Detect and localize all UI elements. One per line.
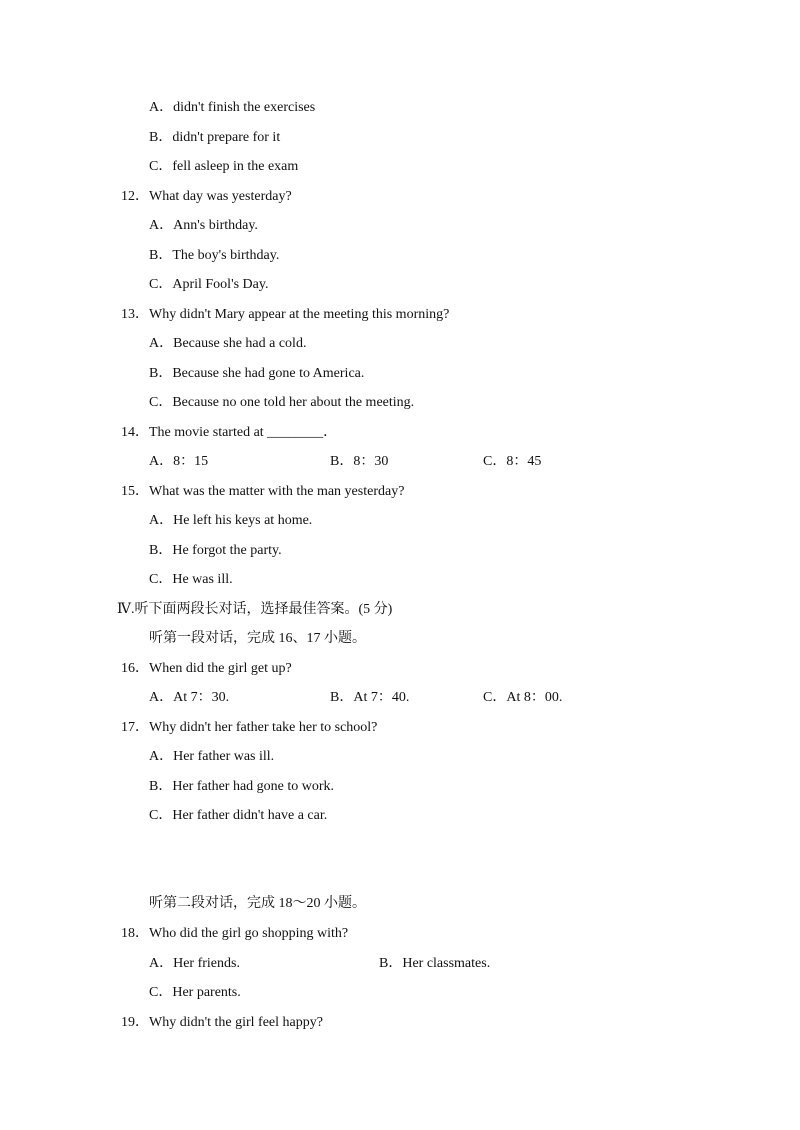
q16-question: 16．When did the girl get up? <box>121 661 292 676</box>
q18-option-c: C．Her parents. <box>149 985 241 1000</box>
q13-option-b: B．Because she had gone to America. <box>149 366 365 381</box>
q17-option-b: B．Her father had gone to work. <box>149 779 335 794</box>
q13-question: 13．Why didn't Mary appear at the meeting this morning? <box>121 307 450 322</box>
q14-question: 14．The movie started at ________． <box>121 425 338 440</box>
q17-question: 17．Why didn't her father take her to school? <box>121 720 378 735</box>
q14-option-a: A．8：15 <box>149 454 209 469</box>
q18-option-a: A．Her friends. <box>149 956 240 971</box>
q13-option-a: A．Because she had a cold. <box>149 336 307 351</box>
section-4-title: Ⅳ.听下面两段长对话，选择最佳答案。(5 分) <box>117 602 393 617</box>
q15-option-b: B．He forgot the party. <box>149 543 282 558</box>
q19-question: 19．Why didn't the girl feel happy? <box>121 1015 323 1030</box>
q12-option-a: A．Ann's birthday. <box>149 218 258 233</box>
q15-question: 15．What was the matter with the man yesterday? <box>121 484 405 499</box>
q16-option-a: A．At 7：30. <box>149 690 230 705</box>
q18-question: 18．Who did the girl go shopping with? <box>121 926 349 941</box>
q11-option-b: B．didn't prepare for it <box>149 130 281 145</box>
q17-option-a: A．Her father was ill. <box>149 749 275 764</box>
q16-option-c: C．At 8：00. <box>483 690 563 705</box>
q14-option-c: C．8：45 <box>483 454 542 469</box>
q18-option-b: B．Her classmates. <box>379 956 491 971</box>
q11-option-c: C．fell asleep in the exam <box>149 159 299 174</box>
q12-option-c: C．April Fool's Day. <box>149 277 269 292</box>
q12-question: 12．What day was yesterday? <box>121 189 292 204</box>
dialog-2-instruction: 听第二段对话，完成 18～20 小题。 <box>149 896 366 911</box>
q11-option-a: A．didn't finish the exercises <box>149 100 316 115</box>
q15-option-a: A．He left his keys at home. <box>149 513 313 528</box>
dialog-1-instruction: 听第一段对话，完成 16、17 小题。 <box>149 631 366 646</box>
q14-option-b: B．8：30 <box>330 454 389 469</box>
q15-option-c: C．He was ill. <box>149 572 233 587</box>
q12-option-b: B．The boy's birthday. <box>149 248 280 263</box>
q13-option-c: C．Because no one told her about the meeting. <box>149 395 415 410</box>
q16-option-b: B．At 7：40. <box>330 690 410 705</box>
q17-option-c: C．Her father didn't have a car. <box>149 808 328 823</box>
